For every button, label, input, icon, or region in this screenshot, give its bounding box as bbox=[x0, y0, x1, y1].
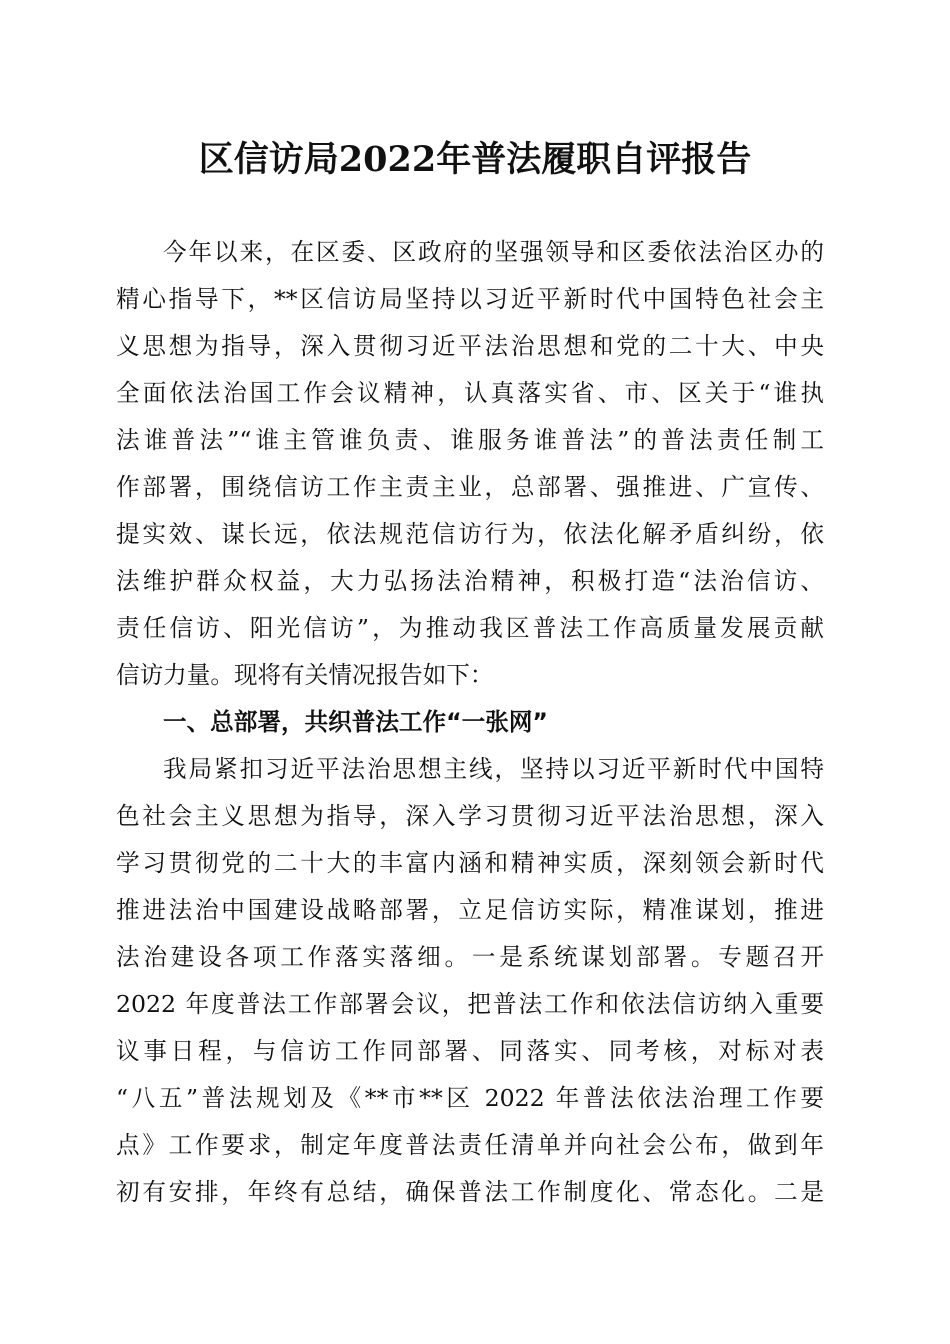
paragraph-line: 2022 年度普法工作部署会议，把普法工作和依法信访纳入重要 bbox=[116, 990, 824, 1018]
paragraph-line: 全面依法治国工作会议精神，认真落实省、市、区关于“谁执 bbox=[116, 379, 824, 407]
paragraph-line: 点》工作要求，制定年度普法责任清单并向社会公布，做到年 bbox=[116, 1131, 824, 1159]
paragraph-line: 议事日程，与信访工作同部署、同落实、同考核，对标对表 bbox=[116, 1037, 824, 1065]
paragraph-line: 初有安排，年终有总结，确保普法工作制度化、常态化。二是 bbox=[116, 1178, 824, 1206]
paragraph-line: 推进法治中国建设战略部署，立足信访实际，精准谋划，推进 bbox=[116, 896, 824, 924]
paragraph-line: 学习贯彻党的二十大的丰富内涵和精神实质，深刻领会新时代 bbox=[116, 849, 824, 877]
paragraph-line: 今年以来，在区委、区政府的坚强领导和区委依法治区办的 bbox=[163, 238, 824, 266]
paragraph-line: 提实效、谋长远，依法规范信访行为，依法化解矛盾纠纷，依 bbox=[116, 520, 824, 548]
paragraph-line: 法谁普法”“谁主管谁负责、谁服务谁普法”的普法责任制工 bbox=[116, 426, 824, 454]
paragraph-line: 义思想为指导，深入贯彻习近平法治思想和党的二十大、中央 bbox=[116, 332, 824, 360]
paragraph-line: 作部署，围绕信访工作主责主业，总部署、强推进、广宣传、 bbox=[116, 473, 824, 501]
paragraph-line: 责任信访、阳光信访”，为推动我区普法工作高质量发展贡献 bbox=[116, 614, 824, 642]
paragraph-line: 我局紧扣习近平法治思想主线，坚持以习近平新时代中国特 bbox=[163, 755, 824, 783]
paragraph-line: 精心指导下，**区信访局坚持以习近平新时代中国特色社会主 bbox=[116, 285, 824, 313]
paragraph-line: 法维护群众权益，大力弘扬法治精神，积极打造“法治信访、 bbox=[116, 567, 824, 595]
document-body bbox=[116, 229, 824, 1216]
paragraph-line: 色社会主义思想为指导，深入学习贯彻习近平法治思想，深入 bbox=[116, 802, 824, 830]
section-heading: 一、总部署，共织普法工作“一张网” bbox=[163, 708, 548, 736]
intro-paragraph bbox=[116, 229, 824, 699]
paragraph-line: “八五”普法规划及《**市**区 2022 年普法依法治理工作要 bbox=[116, 1084, 824, 1112]
section-paragraph bbox=[116, 746, 824, 1216]
paragraph-line: 法治建设各项工作落实落细。一是系统谋划部署。专题召开 bbox=[116, 943, 824, 971]
document-title: 区信访局2022年普法履职自评报告 bbox=[198, 139, 752, 180]
paragraph-line: 信访力量。现将有关情况报告如下： bbox=[116, 661, 494, 689]
